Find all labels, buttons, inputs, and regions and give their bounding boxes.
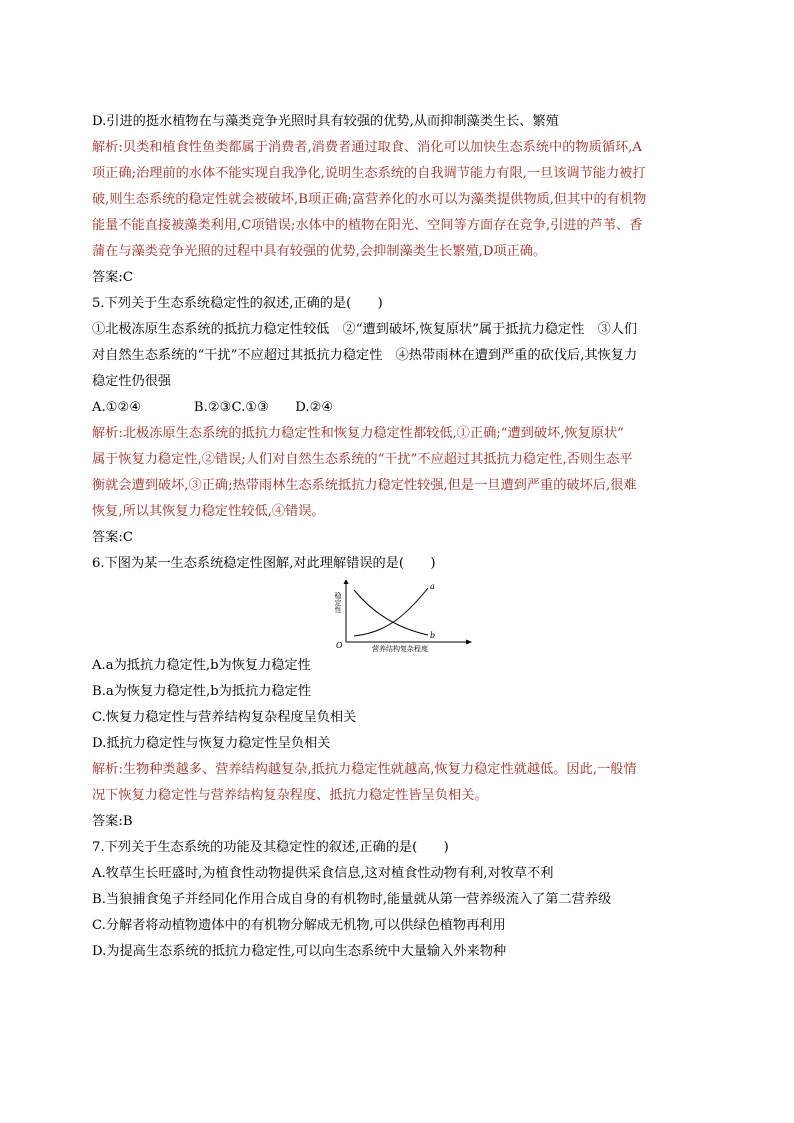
curve-a-label: a — [430, 582, 435, 591]
stability-graph — [92, 580, 704, 652]
q6-option-a: A.a为抵抗力稳定性,b为恢复力稳定性 — [92, 658, 311, 673]
q5-stem: 5.下列关于生态系统稳定性的叙述,正确的是( ) — [92, 296, 383, 311]
q6-stem: 6.下图为某一生态系统稳定性图解,对此理解错误的是( ) — [92, 556, 436, 571]
q4-option-d: D.引进的挺水植物在与藻类竞争光照时具有较强的优势,从而抑制藻类生长、繁殖 — [92, 114, 559, 129]
curve-a — [354, 588, 428, 636]
q5-analysis-line: 解析:北极冻原生态系统的抵抗力稳定性和恢复力稳定性都较低,①正确;“遭到破坏,恢复原状” — [92, 426, 624, 441]
y-axis-label: 稳定性 — [334, 592, 342, 613]
q6-answer: 答案:B — [92, 814, 133, 829]
q7-option-c: C.分解者将动植物遗体中的有机物分解成无机物,可以供绿色植物再利用 — [92, 918, 506, 933]
q6-option-d: D.抵抗力稳定性与恢复力稳定性呈负相关 — [92, 736, 331, 751]
x-axis-arrow — [466, 640, 472, 645]
q6-analysis-line: 况下恢复力稳定性与营养结构复杂程度、抵抗力稳定性皆呈负相关。 — [92, 788, 488, 803]
q5-analysis-line: 衡就会遭到破坏,③正确;热带雨林生态系统抵抗力稳定性较强,但是一旦遭到严重的破坏后,很难 — [92, 478, 637, 493]
q7-option-d: D.为提高生态系统的抵抗力稳定性,可以向生态系统中大量输入外来物种 — [92, 944, 507, 959]
q5-options: A.①②④ B.②③C.①③ D.②④ — [92, 400, 334, 415]
curve-b — [354, 590, 428, 635]
x-axis-label: 营养结构复杂程度 — [372, 645, 428, 652]
q4-analysis-line: 蒲在与藻类竞争光照的过程中具有较强的优势,会抑制藻类生长繁殖,D项正确。 — [92, 244, 547, 259]
q5-statement-line: ①北极冻原生态系统的抵抗力稳定性较低 ②“遭到破坏,恢复原状”属于抵抗力稳定性 ③人们 — [92, 322, 638, 337]
q7-stem: 7.下列关于生态系统的功能及其稳定性的叙述,正确的是( ) — [92, 840, 449, 855]
q7-option-a: A.牧草生长旺盛时,为植食性动物提供采食信息,这对植食性动物有利,对牧草不利 — [92, 866, 554, 881]
q4-analysis-line: 项正确;治理前的水体不能实现自我净化,说明生态系统的自我调节能力有限,一旦该调节能力被打 — [92, 166, 646, 181]
y-axis-arrow — [344, 580, 349, 584]
q5-statement-line: 对自然生态系统的“干扰”不应超过其抵抗力稳定性 ④热带雨林在遭到严重的砍伐后,其恢复力 — [92, 348, 638, 363]
q6-option-b: B.a为恢复力稳定性,b为抵抗力稳定性 — [92, 684, 312, 699]
curve-b-label: b — [430, 631, 436, 640]
origin-label: O — [336, 641, 343, 650]
q5-analysis-line: 恢复,所以其恢复力稳定性较低,④错误。 — [92, 504, 325, 519]
stability-graph-svg — [324, 580, 474, 652]
q6-option-c: C.恢复力稳定性与营养结构复杂程度呈负相关 — [92, 710, 357, 725]
q4-analysis-line: 破,则生态系统的稳定性就会被破坏,B项正确;富营养化的水可以为藻类提供物质,但其中的有机物 — [92, 192, 647, 207]
document-page — [92, 112, 704, 968]
q5-analysis-line: 属于恢复力稳定性,②错误;人们对自然生态系统的“干扰”不应超过其抵抗力稳定性,否则生态平 — [92, 452, 633, 467]
q6-analysis-line: 解析:生物种类越多、营养结构越复杂,抵抗力稳定性就越高,恢复力稳定性就越低。因此,一般情 — [92, 762, 637, 777]
q5-statement-line: 稳定性仍很强 — [92, 374, 172, 389]
q4-answer: 答案:C — [92, 270, 133, 285]
q7-option-b: B.当狼捕食兔子并经同化作用合成自身的有机物时,能量就从第一营养级流入了第二营养级 — [92, 892, 612, 907]
q4-analysis-line: 解析:贝类和植食性鱼类都属于消费者,消费者通过取食、消化可以加快生态系统中的物质循环,A — [92, 140, 642, 155]
q5-answer: 答案:C — [92, 530, 133, 545]
q4-analysis-line: 能量不能直接被藻类利用,C项错误;水体中的植物在阳光、空间等方面存在竞争,引进的芦苇、香 — [92, 218, 643, 233]
